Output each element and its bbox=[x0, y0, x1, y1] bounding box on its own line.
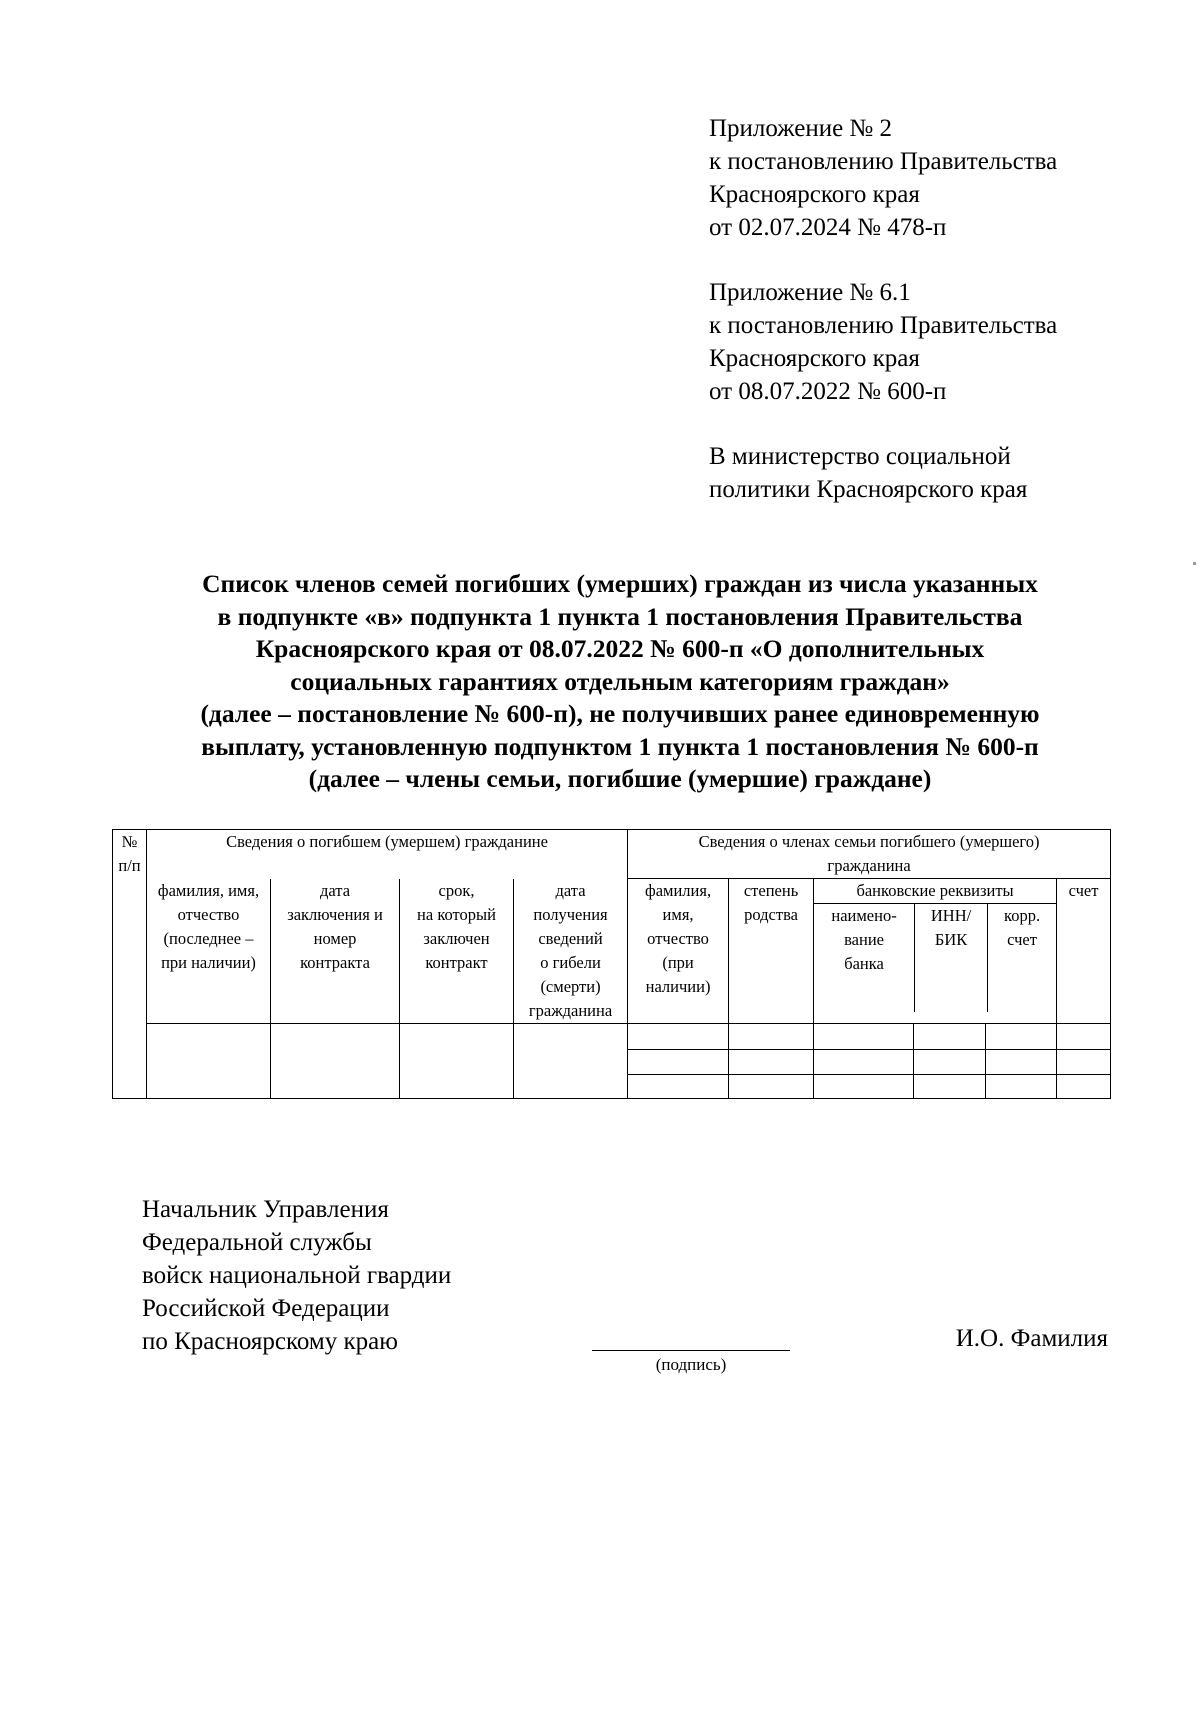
title-line: (далее – члены семьи, погибшие (умершие) граждане) bbox=[308, 764, 932, 793]
header-deceased-group bbox=[147, 830, 628, 879]
signature-line bbox=[592, 1350, 790, 1351]
header-account bbox=[1057, 879, 1111, 1024]
appendix-2-line: к постановлению Правительства bbox=[709, 312, 1058, 339]
addressee-line: В министерство социальной bbox=[709, 443, 1011, 470]
table-row bbox=[113, 1023, 1111, 1049]
header-relation bbox=[729, 879, 814, 1024]
header-line: родства bbox=[744, 905, 798, 924]
header-line: (смерти) bbox=[540, 976, 601, 996]
header-line: наимено- bbox=[831, 906, 897, 925]
title-line: (далее – постановление № 600-п), не получивших ранее единовременную bbox=[200, 699, 1040, 728]
header-line: степень bbox=[743, 881, 799, 900]
header-contract-term bbox=[400, 879, 514, 1024]
table-cell bbox=[628, 1074, 729, 1098]
header-number-line: п/п bbox=[118, 856, 141, 875]
header-line: отчество bbox=[177, 904, 240, 924]
header-inn-bik bbox=[915, 904, 988, 1012]
header-line: фамилия, bbox=[645, 881, 712, 900]
header-line: счет bbox=[1007, 930, 1037, 949]
header-line: (при bbox=[662, 953, 694, 972]
header-line: при наличии) bbox=[161, 952, 256, 972]
header-line: на который bbox=[417, 904, 496, 924]
bank-subcolumns bbox=[814, 904, 1056, 1012]
appendix-2-header bbox=[709, 276, 1057, 408]
table-cell bbox=[271, 1023, 400, 1098]
appendix-1-line: к постановлению Правительства bbox=[709, 148, 1058, 175]
family-members-table bbox=[112, 829, 1111, 1099]
scan-artifact bbox=[1193, 562, 1196, 565]
signer-position bbox=[142, 1193, 451, 1358]
appendix-1-header bbox=[709, 112, 1057, 244]
title-line: в подпункте «в» подпункта 1 пункта 1 постановления Правительства bbox=[217, 601, 1023, 631]
signer-line: Начальник Управления bbox=[142, 1196, 389, 1223]
table-cell bbox=[914, 1049, 986, 1074]
header-line: дата bbox=[319, 880, 351, 900]
table-cell bbox=[147, 1023, 271, 1098]
signer-name: И.О. Фамилия bbox=[955, 1325, 1108, 1352]
header-number bbox=[113, 830, 147, 1024]
header-line: отчество bbox=[647, 929, 709, 948]
header-line: заключен bbox=[423, 928, 490, 948]
table-cell bbox=[814, 1074, 914, 1098]
bank-group-title bbox=[814, 879, 1056, 904]
table-cell bbox=[400, 1023, 514, 1098]
header-line: БИК bbox=[934, 930, 968, 949]
table-cell bbox=[986, 1074, 1057, 1098]
header-line: контракт bbox=[425, 952, 488, 972]
header-bank-group bbox=[814, 879, 1057, 1024]
table-cell bbox=[1057, 1023, 1111, 1049]
header-deceased-text: Сведения о погибшем (умершем) гражданине bbox=[226, 832, 548, 851]
header-death-info bbox=[514, 879, 628, 1024]
header-family-fio bbox=[628, 879, 729, 1024]
header-contract-date bbox=[271, 879, 400, 1024]
table-cell bbox=[628, 1023, 729, 1049]
appendix-2-line: Приложение № 6.1 bbox=[709, 279, 911, 306]
table-cell bbox=[986, 1049, 1057, 1074]
header-number-line: № bbox=[121, 832, 138, 851]
appendix-2-line: Красноярского края bbox=[709, 345, 920, 372]
table-cell bbox=[1057, 1049, 1111, 1074]
header-line: получения bbox=[533, 904, 608, 924]
header-line: (последнее – bbox=[163, 928, 254, 948]
signer-line: по Красноярскому краю bbox=[142, 1328, 398, 1355]
header-line: фамилия, имя, bbox=[157, 880, 260, 900]
header-line: банка bbox=[844, 954, 884, 973]
header-line: дата bbox=[555, 880, 586, 900]
table-cell bbox=[113, 1023, 147, 1098]
header-line: вание bbox=[844, 930, 884, 949]
header-line: имя, bbox=[662, 905, 694, 924]
signer-line: Российской Федерации bbox=[142, 1295, 390, 1322]
header-line: банковские реквизиты bbox=[856, 881, 1014, 900]
table-cell bbox=[729, 1023, 814, 1049]
header-family-group bbox=[628, 830, 1111, 879]
title-line: социальных гарантиях отдельным категориям граждан» bbox=[290, 666, 950, 696]
header-bank-name bbox=[814, 904, 915, 1012]
signer-line: войск национальной гвардии bbox=[142, 1262, 452, 1289]
header-line: корр. bbox=[1004, 906, 1041, 925]
header-family-line: Сведения о членах семьи погибшего (умершего) bbox=[698, 832, 1040, 851]
title-line: Красноярского края от 08.07.2022 № 600-п «О дополнительных bbox=[255, 634, 985, 663]
header-line: номер bbox=[313, 928, 357, 948]
appendix-1-line: от 02.07.2024 № 478-п bbox=[709, 214, 947, 241]
appendix-1-line: Приложение № 2 bbox=[709, 115, 893, 142]
title-line: Список членов семей погибших (умерших) граждан из числа указанных bbox=[202, 569, 1038, 598]
header-line: контракта bbox=[300, 952, 370, 972]
header-line: сведений bbox=[538, 928, 603, 948]
header-line: гражданина bbox=[528, 1000, 613, 1020]
header-family-line: гражданина bbox=[827, 856, 911, 875]
table-cell bbox=[814, 1023, 914, 1049]
table-cell bbox=[628, 1049, 729, 1074]
table-cell bbox=[514, 1023, 628, 1098]
signer-line: Федеральной службы bbox=[142, 1229, 372, 1256]
addressee-line: политики Красноярского края bbox=[709, 476, 1028, 503]
title-line: выплату, установленную подпунктом 1 пункта 1 постановления № 600-п bbox=[201, 731, 1039, 761]
table-cell bbox=[914, 1074, 986, 1098]
signature-caption: (подпись) bbox=[655, 1355, 727, 1374]
header-line: ИНН/ bbox=[930, 906, 972, 925]
table-cell bbox=[914, 1023, 986, 1049]
header-line: наличии) bbox=[645, 977, 711, 996]
header-corr-account bbox=[988, 904, 1056, 1012]
table-cell bbox=[986, 1023, 1057, 1049]
appendix-1-line: Красноярского края bbox=[709, 181, 920, 208]
table-cell bbox=[1057, 1074, 1111, 1098]
header-line: срок, bbox=[438, 880, 475, 900]
appendix-2-line: от 08.07.2022 № 600-п bbox=[709, 378, 947, 405]
table-cell bbox=[729, 1074, 814, 1098]
header-line: заключения и bbox=[287, 904, 383, 924]
addressee-block bbox=[709, 440, 1027, 506]
header-line: счет bbox=[1068, 881, 1099, 900]
document-title bbox=[120, 568, 1120, 796]
table-cell bbox=[729, 1049, 814, 1074]
header-deceased-fio bbox=[147, 879, 271, 1024]
header-line: о гибели bbox=[540, 952, 601, 972]
table-cell bbox=[814, 1049, 914, 1074]
